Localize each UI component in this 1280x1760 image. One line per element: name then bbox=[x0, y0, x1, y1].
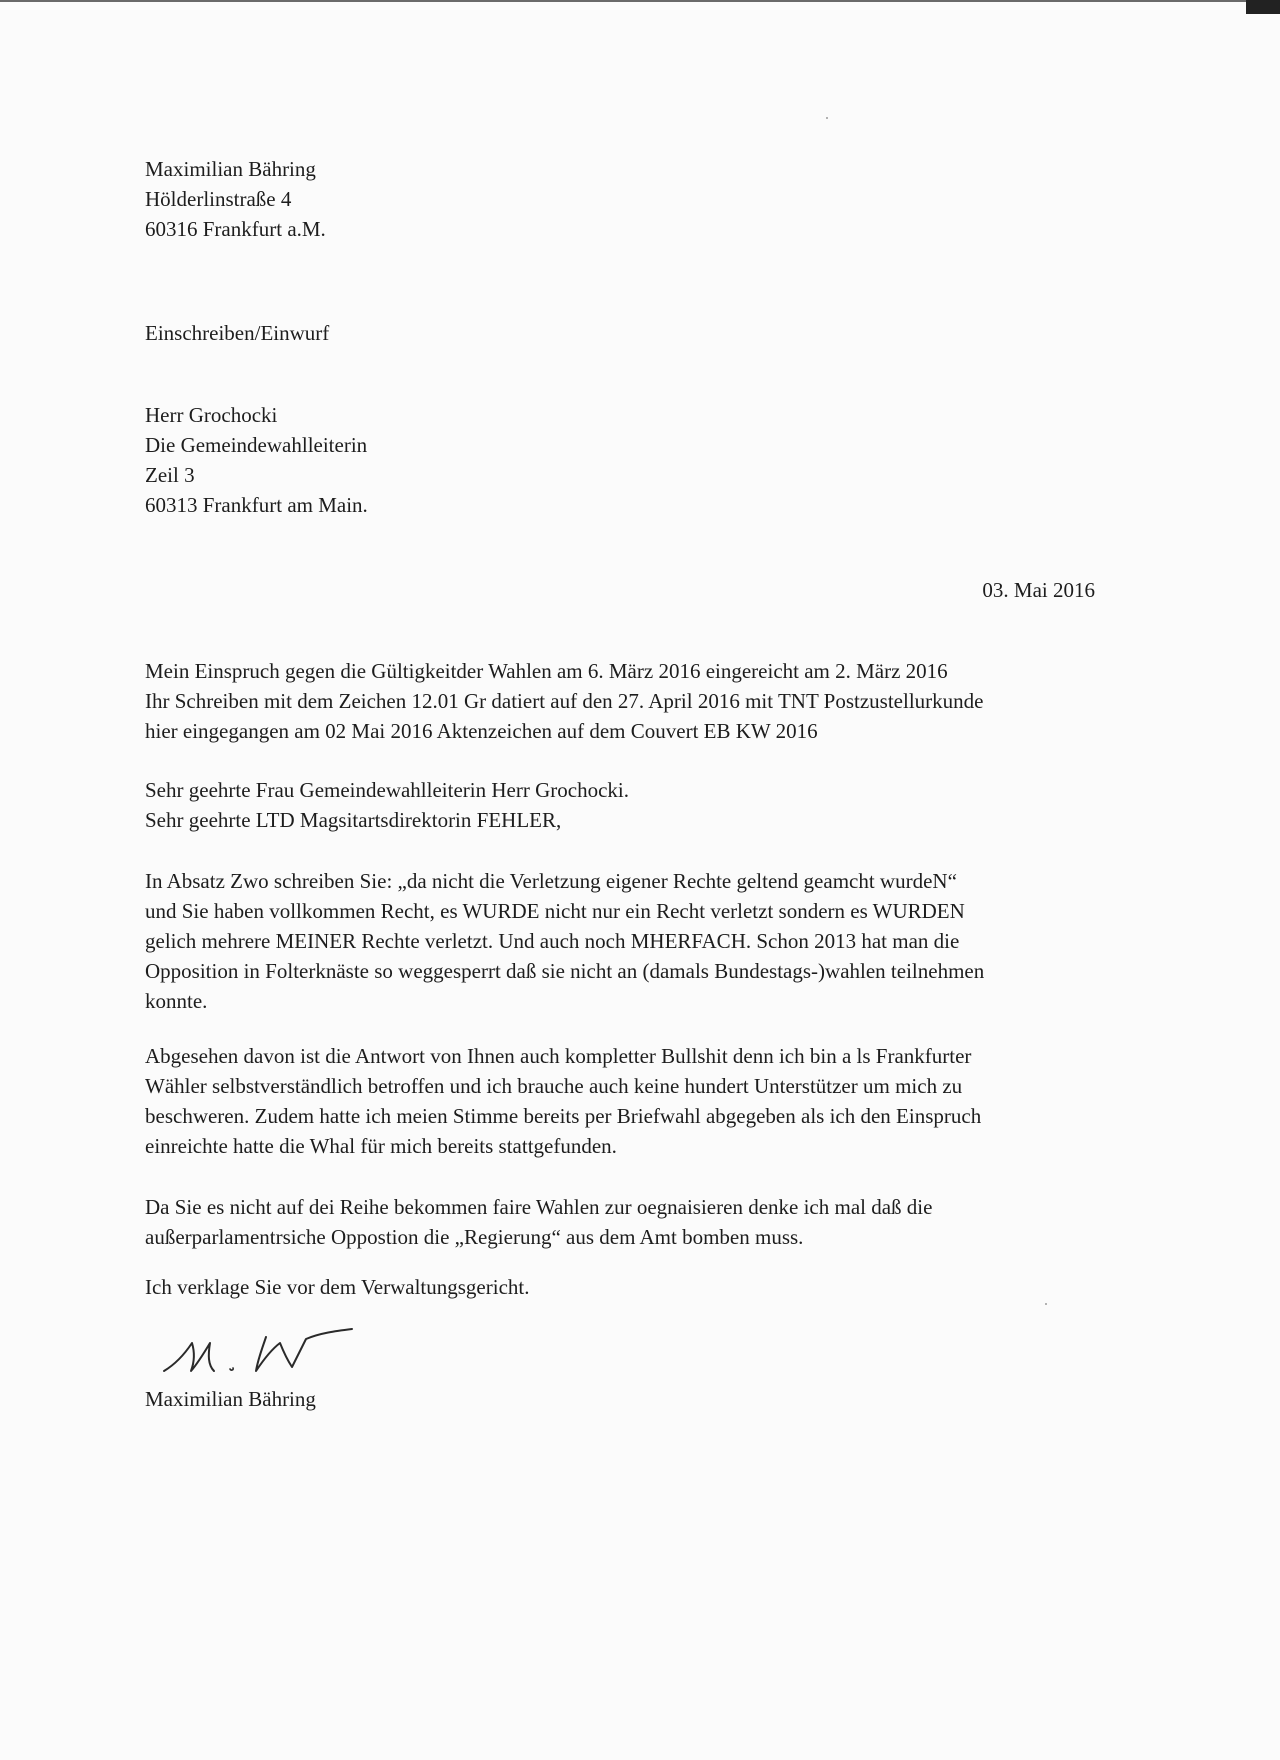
sender-line: 60316 Frankfurt a.M. bbox=[145, 217, 326, 241]
recipient-line: Herr Grochocki bbox=[145, 403, 278, 427]
subject-block bbox=[145, 656, 983, 746]
salutation bbox=[145, 775, 629, 835]
paragraph-line: gelich mehrere MEINER Rechte verletzt. Und auch noch MHERFACH. Schon 2013 hat man die bbox=[145, 929, 960, 953]
paragraph-line: In Absatz Zwo schreiben Sie: „da nicht die Verletzung eigener Rechte geltend geamcht wurdeN“ bbox=[145, 869, 957, 893]
letter-date: 03. Mai 2016 bbox=[982, 578, 1095, 602]
paragraph-line: konnte. bbox=[145, 989, 208, 1013]
handwritten-signature bbox=[160, 1325, 360, 1381]
recipient-line: Die Gemeindewahlleiterin bbox=[145, 433, 368, 457]
signature-name-text: Maximilian Bähring bbox=[145, 1387, 316, 1411]
sender-line: Maximilian Bähring bbox=[145, 157, 316, 181]
paragraph-line: Opposition in Folterknäste so weggesperrt daß sie nicht an (damals Bundestags-)wahlen teilnehmen bbox=[145, 959, 985, 983]
subject-line: Mein Einspruch gegen die Gültigkeitder Wahlen am 6. März 2016 eingereicht am 2. März 2016 bbox=[145, 659, 948, 683]
paragraph-line: Abgesehen davon ist die Antwort von Ihnen auch kompletter Bullshit denn ich bin a ls Frankfurter bbox=[145, 1044, 972, 1068]
salutation-line: Sehr geehrte LTD Magsitartsdirektorin FEHLER, bbox=[145, 808, 562, 832]
paragraph-line: außerparlamentrsiche Oppostion die „Regierung“ aus dem Amt bomben muss. bbox=[145, 1225, 804, 1249]
scan-speck bbox=[1045, 1303, 1047, 1305]
paragraph-line: Ich verklage Sie vor dem Verwaltungsgericht. bbox=[145, 1275, 530, 1299]
scan-edge-top bbox=[0, 0, 1280, 2]
recipient-line: Zeil 3 bbox=[145, 463, 195, 487]
scan-edge-corner bbox=[1246, 0, 1280, 14]
recipient-address bbox=[145, 400, 368, 520]
signature-name bbox=[145, 1384, 316, 1414]
body-paragraph-2 bbox=[145, 1041, 981, 1161]
paragraph-line: Wähler selbstverständlich betroffen und ich brauche auch keine hundert Unterstützer um mich zu bbox=[145, 1074, 963, 1098]
salutation-line: Sehr geehrte Frau Gemeindewahlleiterin Herr Grochocki. bbox=[145, 778, 629, 802]
subject-line: hier eingegangen am 02 Mai 2016 Aktenzeichen auf dem Couvert EB KW 2016 bbox=[145, 719, 818, 743]
body-paragraph-1 bbox=[145, 866, 984, 1016]
paragraph-line: beschweren. Zudem hatte ich meien Stimme bereits per Briefwahl abgegeben als ich den Einspruch bbox=[145, 1104, 982, 1128]
body-paragraph-3 bbox=[145, 1192, 932, 1252]
paragraph-line: Da Sie es nicht auf dei Reihe bekommen faire Wahlen zur oegnaisieren denke ich mal daß die bbox=[145, 1195, 933, 1219]
delivery-note bbox=[145, 318, 329, 348]
paragraph-line: und Sie haben vollkommen Recht, es WURDE nicht nur ein Recht verletzt sondern es WURDEN bbox=[145, 899, 965, 923]
sender-address bbox=[145, 154, 326, 244]
recipient-line: 60313 Frankfurt am Main. bbox=[145, 493, 368, 517]
subject-line: Ihr Schreiben mit dem Zeichen 12.01 Gr datiert auf den 27. April 2016 mit TNT Postzustellurkunde bbox=[145, 689, 984, 713]
paragraph-line: einreichte hatte die Whal für mich bereits stattgefunden. bbox=[145, 1134, 617, 1158]
body-paragraph-4 bbox=[145, 1272, 530, 1302]
delivery-note-text: Einschreiben/Einwurf bbox=[145, 321, 330, 345]
scan-speck bbox=[826, 117, 828, 119]
sender-line: Hölderlinstraße 4 bbox=[145, 187, 292, 211]
